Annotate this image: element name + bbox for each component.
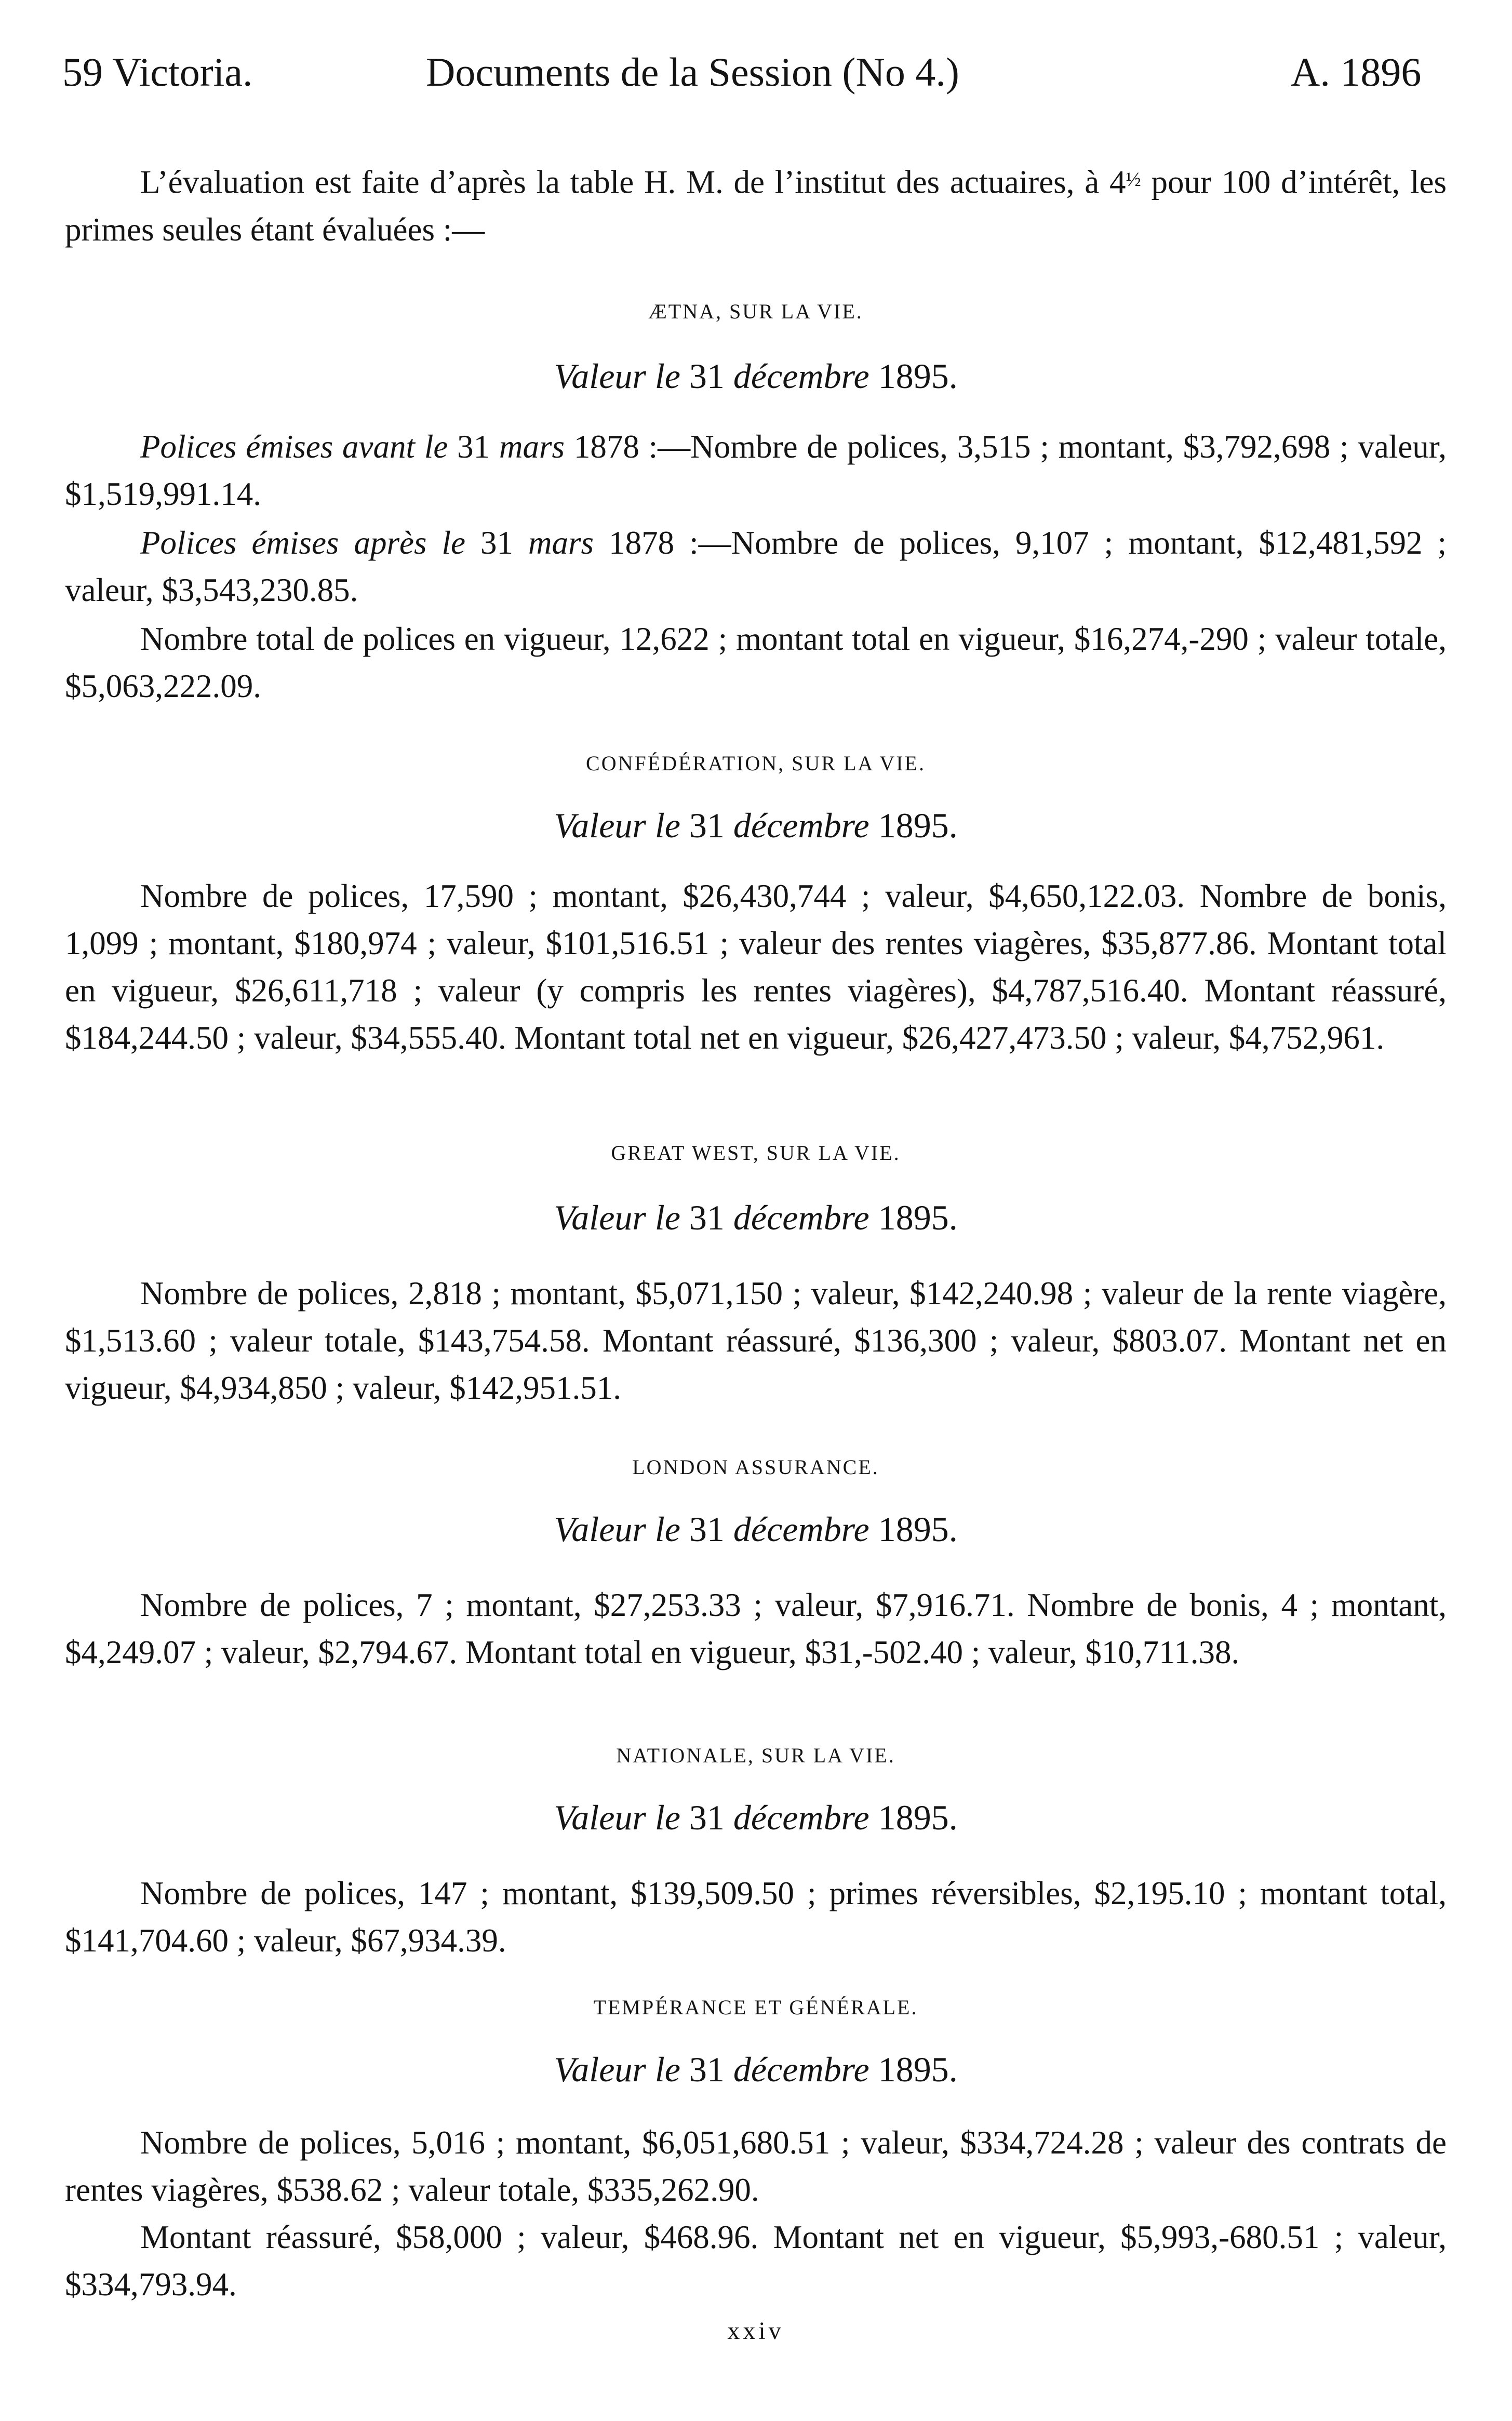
valuation-month: décembre — [733, 356, 869, 396]
paragraph-aetna-2 — [65, 519, 1447, 614]
valuation-day: 31 — [680, 2050, 733, 2089]
paragraph-confederation: Nombre de polices, 17,590 ; montant, $26,430,744 ; valeur, $4,650,122.03. Nombre de bonis, 1,099 ; montant, $180,974 ; valeur, $101,516.51 ; valeur des rentes viagères, $35,877.86. Montant total en vigueur, $26,611,718 ; valeur (y compris les rentes viagères), $4,787,516.40. Montant réassuré, $184,244.50 ; valeur, $34,555.40. Montant total net en vigueur, $26,427,473.50 ; valeur, $4,752,961. — [65, 878, 1447, 1056]
valuation-line-aetna — [65, 358, 1447, 394]
valuation-day: 31 — [680, 356, 733, 396]
valuation-label: Valeur le — [554, 1798, 680, 1837]
valuation-year: 1895. — [869, 1198, 958, 1237]
header-volume: 59 Victoria. — [62, 49, 253, 95]
valuation-line-nationale — [65, 1800, 1447, 1835]
valuation-year: 1895. — [869, 2050, 958, 2089]
valuation-day: 31 — [680, 806, 733, 845]
intro-fraction: ½ — [1126, 168, 1141, 191]
header-title: Documents de la Session (No 4.) — [426, 49, 959, 95]
para-text: 1878 :—Nombre de polices, 3,515 ; montant, $3,792,698 ; valeur, $1,519,991.14. — [65, 429, 1447, 512]
valuation-year: 1895. — [869, 806, 958, 845]
valuation-day: 31 — [680, 1798, 733, 1837]
valuation-label: Valeur le — [554, 1509, 680, 1549]
valuation-label: Valeur le — [554, 806, 680, 845]
paragraph-london: Nombre de polices, 7 ; montant, $27,253.33 ; valeur, $7,916.71. Nombre de bonis, 4 ; montant, $4,249.07 ; valeur, $2,794.67. Montant total en vigueur, $31,-502.40 ; valeur, $10,711.38. — [65, 1587, 1447, 1670]
para-italic2: mars — [528, 525, 594, 561]
valuation-line-london — [65, 1509, 1447, 1549]
paragraph-temperance-1: Nombre de polices, 5,016 ; montant, $6,051,680.51 ; valeur, $334,724.28 ; valeur des contrats de rentes viagères, $538.62 ; valeur totale, $335,262.90. — [65, 2124, 1447, 2208]
valuation-label: Valeur le — [554, 2050, 680, 2089]
valuation-month: décembre — [733, 1509, 869, 1549]
valuation-line-great-west — [65, 1200, 1447, 1235]
valuation-year: 1895. — [869, 356, 958, 396]
valuation-month: décembre — [733, 1198, 869, 1237]
section-title-great-west: GREAT WEST, SUR LA VIE. — [611, 1141, 901, 1165]
section-title-temperance: TEMPÉRANCE ET GÉNÉRALE. — [593, 1996, 918, 2019]
para-italic: Polices émises après le — [140, 525, 465, 561]
header-year: A. 1896 — [1291, 49, 1422, 95]
paragraph-great-west: Nombre de polices, 2,818 ; montant, $5,071,150 ; valeur, $142,240.98 ; valeur de la rente viagère, $1,513.60 ; valeur totale, $143,754.58. Montant réassuré, $136,300 ; valeur, $803.07. Montant net en vigueur, $4,934,850 ; valeur, $142,951.51. — [65, 1275, 1447, 1406]
valuation-line-temperance — [65, 2052, 1447, 2087]
para-num: 31 — [465, 525, 529, 561]
valuation-month: décembre — [733, 806, 869, 845]
valuation-day: 31 — [680, 1509, 733, 1549]
section-title-confederation: CONFÉDÉRATION, SUR LA VIE. — [586, 752, 926, 775]
valuation-month: décembre — [733, 2050, 869, 2089]
valuation-year: 1895. — [869, 1509, 958, 1549]
para-num: 31 — [448, 429, 499, 465]
valuation-year: 1895. — [869, 1798, 958, 1837]
valuation-line-confederation — [65, 808, 1447, 843]
valuation-label: Valeur le — [554, 356, 680, 396]
paragraph-aetna-1 — [65, 423, 1447, 518]
paragraph-temperance-2: Montant réassuré, $58,000 ; valeur, $468.96. Montant net en vigueur, $5,993,-680.51 ; valeur, $334,793.94. — [65, 2219, 1447, 2303]
valuation-label: Valeur le — [554, 1198, 680, 1237]
para-italic2: mars — [499, 429, 565, 465]
paragraph-aetna-3: Nombre total de polices en vigueur, 12,622 ; montant total en vigueur, $16,274,-290 ; valeur totale, $5,063,222.09. — [65, 621, 1447, 704]
intro-paragraph — [65, 156, 1447, 253]
section-title-nationale: NATIONALE, SUR LA VIE. — [616, 1744, 895, 1767]
intro-text: L’évaluation est faite d’après la table H. M. de l’institut des actuaires, à 4 — [140, 164, 1126, 200]
valuation-month: décembre — [733, 1798, 869, 1837]
valuation-day: 31 — [680, 1198, 733, 1237]
section-title-london: LONDON ASSURANCE. — [632, 1455, 879, 1479]
para-italic: Polices émises avant le — [140, 429, 448, 465]
intro-text-end: pour 100 d’intérêt, les primes seules étant évaluées :— — [65, 164, 1447, 248]
para-text: 1878 :—Nombre de polices, 9,107 ; montant, $12,481,592 ; valeur, $3,543,230.85. — [65, 525, 1447, 608]
section-title-aetna: ÆTNA, SUR LA VIE. — [648, 300, 863, 323]
paragraph-nationale: Nombre de polices, 147 ; montant, $139,509.50 ; primes réversibles, $2,195.10 ; montant total, $141,704.60 ; valeur, $67,934.39. — [65, 1875, 1447, 1959]
page-number: xxiv — [727, 2317, 784, 2345]
